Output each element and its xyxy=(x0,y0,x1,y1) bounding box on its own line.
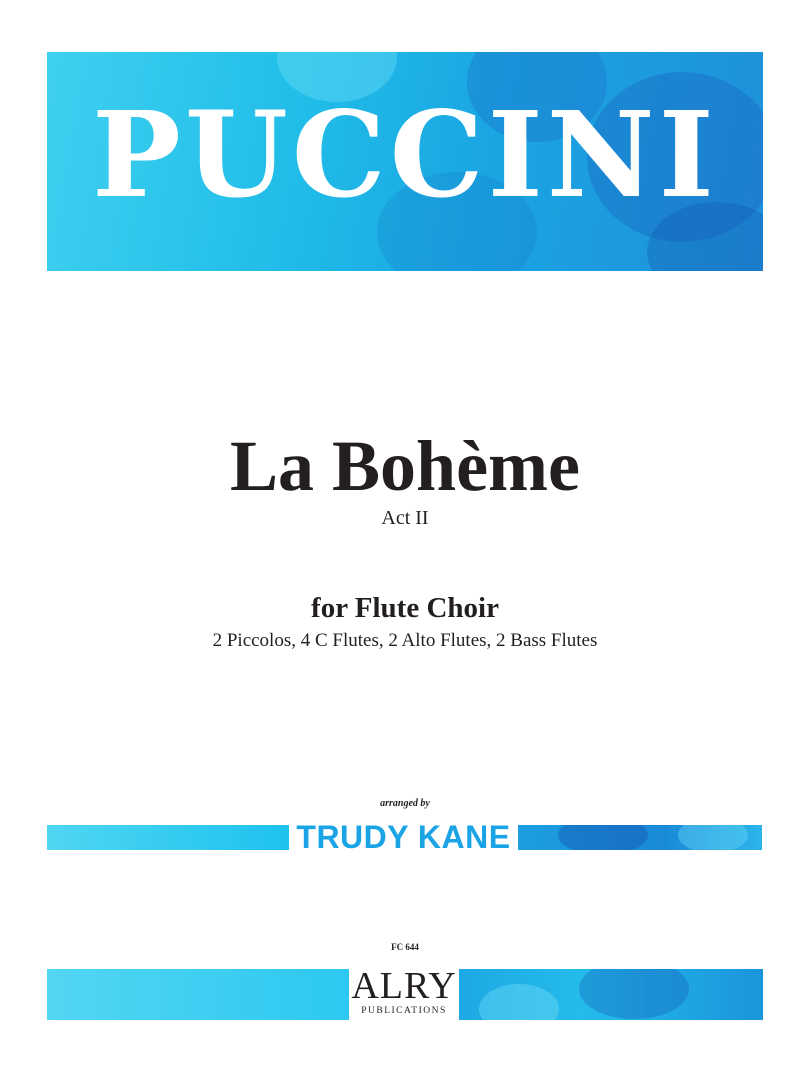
watercolor-splash xyxy=(579,969,689,1019)
arranged-by-label: arranged by xyxy=(380,798,430,809)
work-title: La Bohème xyxy=(230,426,580,506)
arranger-bar-right xyxy=(518,825,762,850)
work-subtitle: Act II xyxy=(381,507,429,529)
catalog-number: FC 644 xyxy=(391,942,419,952)
composer-name: PUCCINI xyxy=(92,85,718,224)
watercolor-splash xyxy=(479,984,559,1020)
instrumentation-line: 2 Piccolos, 4 C Flutes, 2 Alto Flutes, 2 Bass Flutes xyxy=(212,630,598,651)
publisher-bar-left xyxy=(47,969,349,1020)
arranger-name: TRUDY KANE xyxy=(296,819,511,855)
ensemble-line: for Flute Choir xyxy=(311,592,499,624)
publisher-bar-right xyxy=(459,969,763,1020)
publisher-logo: ALRY xyxy=(351,965,457,1007)
watercolor-splash xyxy=(558,825,648,850)
arranger-bar-left xyxy=(47,825,289,850)
watercolor-splash xyxy=(678,825,748,850)
composer-banner xyxy=(47,52,763,271)
publisher-subtitle: PUBLICATIONS xyxy=(361,1006,447,1016)
